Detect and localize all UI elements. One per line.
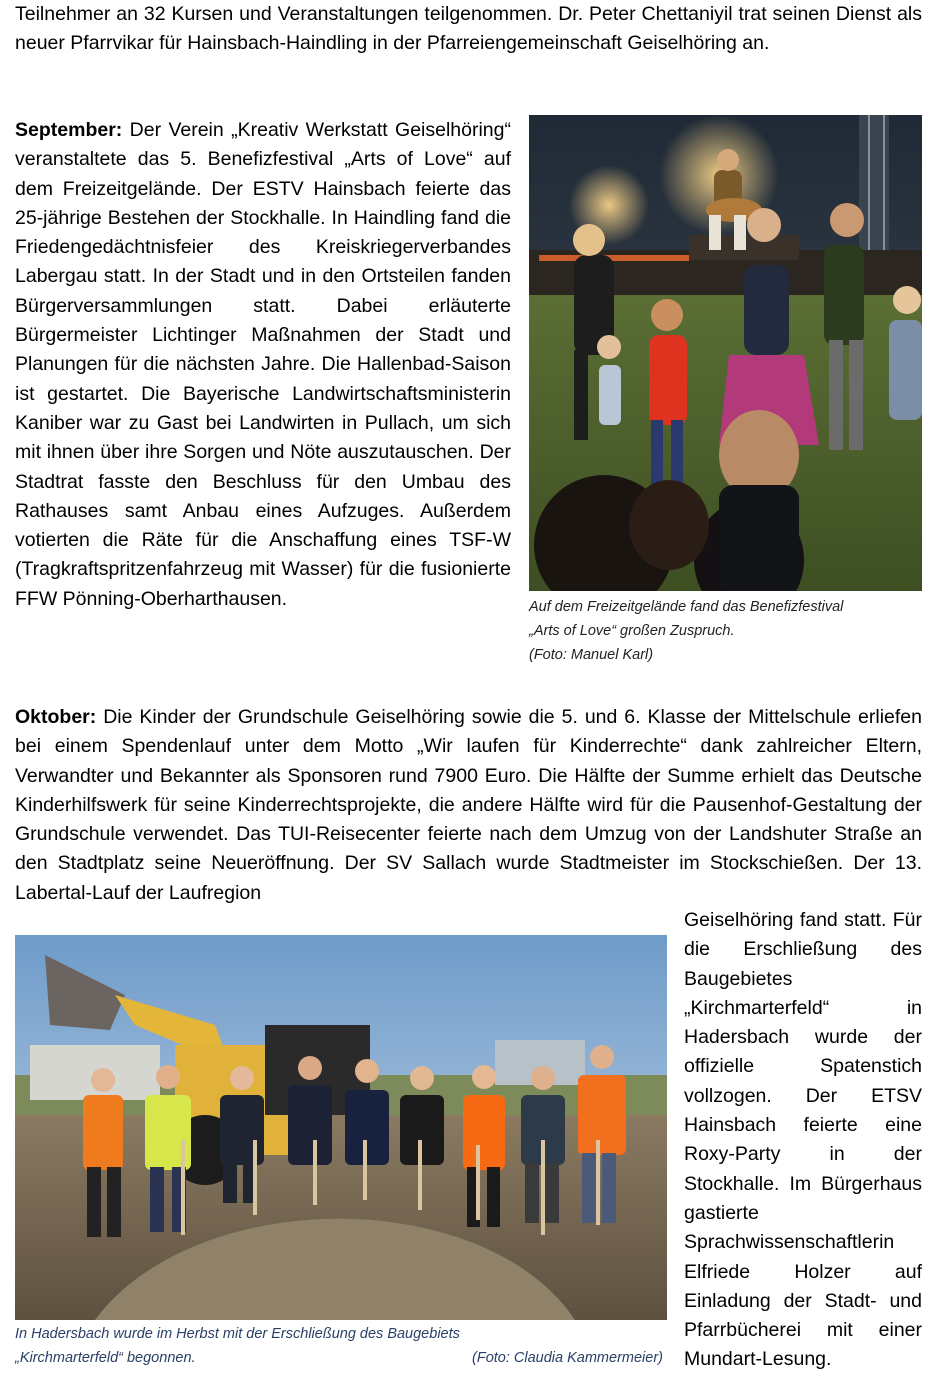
oktober-text: Die Kinder der Grundschule Geiselhöring sowie die 5. und 6. Klasse der Mittelschule erliefen bei einem Spendenlauf unter dem Motto „Wir laufen für Kinderrechte“ dank zahlreicher Eltern, Verwandter und Bekannter als Sponsoren rund 7900 Euro. Die Hälfte der Summe erhielt das Deutsche Kinderhilfswerk für seine Kinderrechtsprojekte, die andere Hälfte wird für die Pausenhof-Gestaltung der Grundschule verwendet. Das TUI-Reisecenter feierte nach dem Umzug von der Landshuter Straße an den Stadtplatz seine Neueröffnung. Der SV Sallach wurde Stadtmeister im Stockschießen. Der 13. Labertal-Lauf der Laufregion — [15, 706, 922, 904]
september-heading: September: — [15, 119, 123, 141]
festival-caption-line2: „Arts of Love“ großen Zuspruch. — [529, 623, 735, 639]
oktober-paragraph — [15, 703, 922, 908]
spatenstich-caption-line1: In Hadersbach wurde im Herbst mit der Erschließung des Baugebiets — [15, 1326, 460, 1342]
festival-photo-credit: (Foto: Manuel Karl) — [529, 647, 654, 663]
oktober-continuation: Geiselhöring fand statt. Für die Erschließung des Baugebietes „Kirchmarterfeld“ in Hadersbach wurde der offizielle Spatenstich vollzogen. Der ETSV Hainsbach feierte eine Roxy-Party in der Stockhalle. Im Bürgerhaus gastierte Sprachwissenschaftlerin Elfriede Holzer auf Einladung der Stadt- und Pfarrbücherei mit einer Mundart-Lesung. — [684, 909, 922, 1371]
september-paragraph — [15, 116, 511, 614]
spatenstich-caption — [15, 1322, 667, 1370]
festival-photo — [529, 115, 922, 591]
spatenstich-caption-line2: „Kirchmarterfeld“ begonnen. — [15, 1350, 196, 1366]
festival-caption-line1: Auf dem Freizeitgelände fand das Benefizfestival — [529, 599, 844, 615]
spatenstich-photo — [15, 935, 667, 1320]
september-text: Der Verein „Kreativ Werkstatt Geiselhöring“ veranstaltete das 5. Benefizfestival „Arts of Love“ auf dem Freizeitgelände. Der ESTV Hainsbach feierte das 25-jährige Bestehen der Stockhalle. In Haindling fand die Friedengedächtnisfeier des Kreiskriegerverbandes Labergau statt. In der Stadt und in den Ortsteilen fanden Bürgerversammlungen statt. Dabei erläuterte Bürgermeister Lichtinger Maßnahmen der Stadt und Planungen für die nächsten Jahre. Die Hallenbad-Saison ist gestartet. Die Bayerische Landwirtschaftsministerin Kaniber war zu Gast bei Landwirten in Pullach, um sich mit ihnen über ihre Sorgen und Nöte auszutauschen. Der Stadtrat fasste den Beschluss für den Umbau des Rathauses samt Anbau eines Aufzuges. Außerdem votierten die Räte für die Anschaffung eines TSF-W (Tragkraftspritzenfahrzeug mit Wasser) für die fusionierte FFW Pönning-Oberharthausen. — [15, 119, 511, 610]
spatenstich-photo-credit: (Foto: Claudia Kammermeier) — [472, 1350, 663, 1366]
intro-paragraph: Teilnehmer an 32 Kursen und Veranstaltungen teilgenommen. Dr. Peter Chettaniyil trat seinen Dienst als neuer Pfarrvikar für Hainsbach-Haindling in der Pfarreiengemeinschaft Geiselhöring an. — [15, 3, 922, 55]
festival-caption — [529, 595, 929, 667]
oktober-heading: Oktober: — [15, 706, 97, 728]
